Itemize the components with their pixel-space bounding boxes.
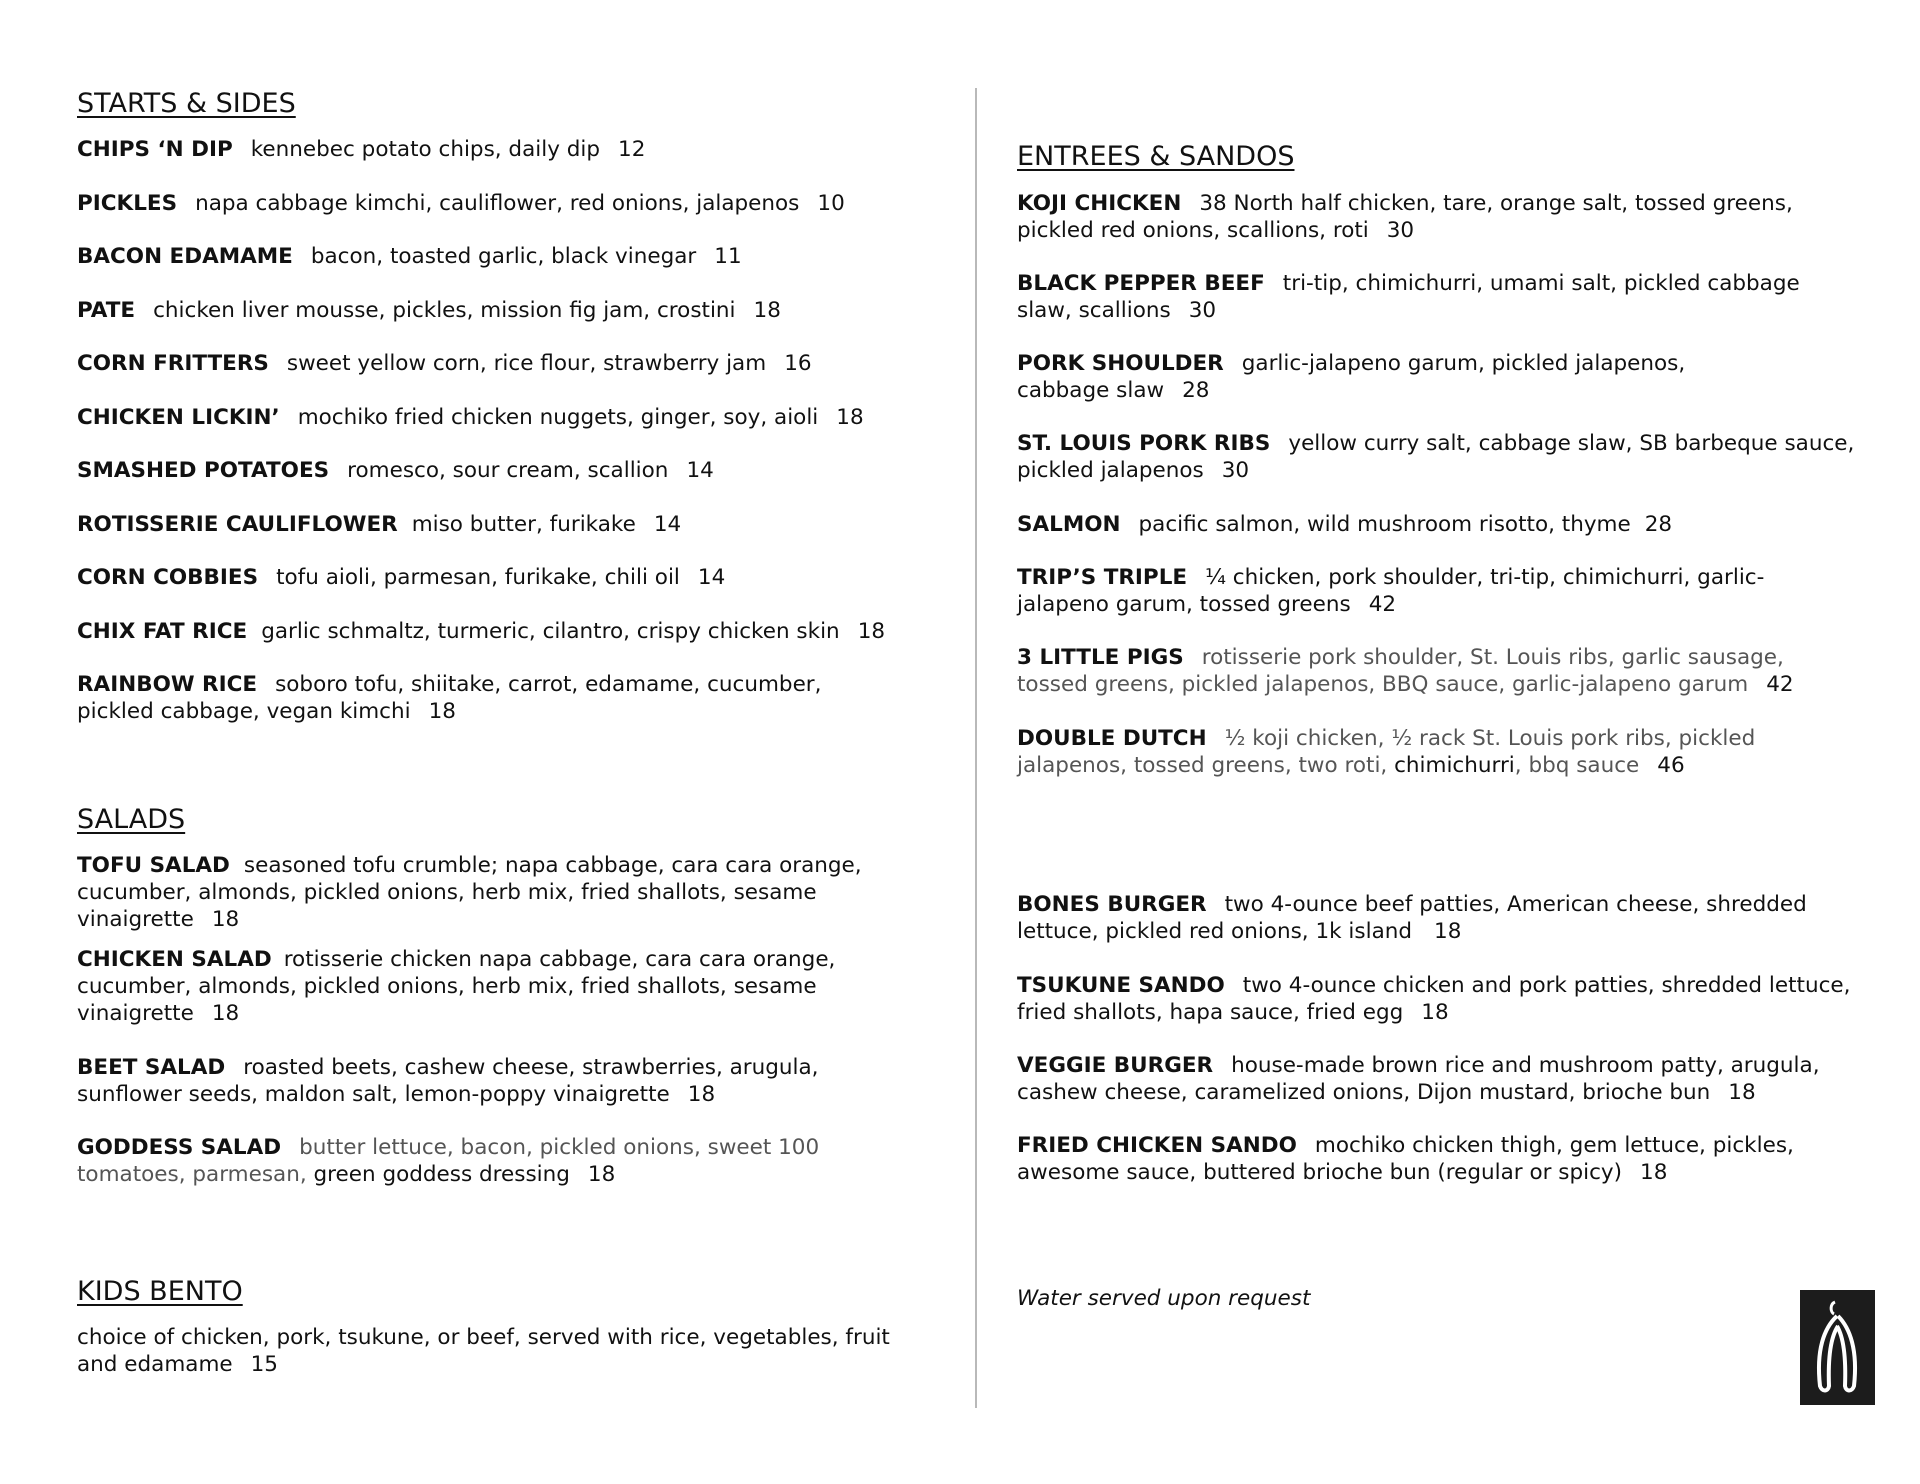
menu-item [1017,1132,1857,1186]
item-price: 14 [697,565,726,590]
menu-item [77,852,907,933]
item-desc: bacon, toasted garlic, black vinegar [310,244,697,269]
menu-item [77,1134,877,1188]
menu-item [1017,430,1857,484]
item-price: 15 [250,1352,278,1377]
item-name: ST. LOUIS PORK RIBS [1017,431,1271,456]
menu-item [77,618,885,645]
item-name: PATE [77,298,136,323]
item-name: CHIPS ‘N DIP [77,137,233,162]
item-desc: ¼ chicken, pork shoulder, tri-tip, chimichurri, garlic-jalapeno garum, tossed greens [1017,565,1765,617]
item-price: 18 [428,699,456,724]
item-desc: , bbq sauce [1514,753,1640,778]
item-price: 11 [714,244,742,269]
item-price: 18 [1728,1080,1756,1105]
menu-item [1017,644,1857,698]
water-note: Water served upon request [1017,1286,1311,1311]
item-name: TOFU SALAD [77,853,230,878]
item-desc: napa cabbage kimchi, cauliflower, red onions, jalapenos [195,191,800,216]
item-price: 28 [1182,378,1210,403]
item-desc: garlic-jalapeno garum, pickled jalapenos, cabbage slaw [1017,351,1686,403]
item-price: 18 [836,405,864,430]
menu-item [1017,564,1777,618]
menu-item [77,457,714,484]
item-name: CHIX FAT RICE [77,619,248,644]
section-title-salads: SALADS [77,804,186,835]
item-name: TSUKUNE SANDO [1017,973,1225,998]
item-price: 46 [1657,753,1685,778]
item-name: BONES BURGER [1017,892,1207,917]
menu-item [77,511,681,538]
item-desc: tofu aioli, parmesan, furikake, chili oil [276,565,680,590]
item-desc: green goddess dressing [313,1162,570,1187]
item-name: TRIP’S TRIPLE [1017,565,1188,590]
item-desc: rotisserie chicken napa cabbage, cara cara orange, cucumber, almonds, pickled onions, herb mix, fried shallots, sesame vinaigrette [77,947,836,1026]
item-desc: tri-tip, chimichurri, umami salt, pickled cabbage slaw, scallions [1017,271,1800,323]
item-desc: yellow curry salt, cabbage slaw, SB barbeque sauce, pickled jalapenos [1017,431,1855,483]
item-price: 14 [686,458,714,483]
item-name: DOUBLE DUTCH [1017,726,1207,751]
menu-item [77,243,742,270]
item-price: 18 [587,1162,616,1187]
item-price: 18 [211,1001,240,1026]
item-desc: mochiko fried chicken nuggets, ginger, soy, aioli [297,405,819,430]
menu-item [1017,972,1857,1026]
item-price: 18 [857,619,886,644]
menu-item [77,946,907,1027]
item-price: 10 [817,191,845,216]
column-divider [975,88,977,1408]
menu-item [1017,891,1857,945]
item-name: SALMON [1017,512,1121,537]
item-desc: chicken liver mousse, pickles, mission fig jam, crostini [153,298,736,323]
item-name: BACON EDAMAME [77,244,293,269]
item-price: 18 [753,298,781,323]
item-desc: house-made brown rice and mushroom patty, arugula, cashew cheese, caramelized onions, Dijon mustard, brioche bun [1017,1053,1820,1105]
item-price: 42 [1368,592,1397,617]
item-desc: miso butter, furikake [411,512,636,537]
item-name: BEET SALAD [77,1055,226,1080]
menu-item [77,350,812,377]
section-title-entrees-sandos: ENTREES & SANDOS [1017,141,1295,172]
item-desc: garlic schmaltz, turmeric, cilantro, crispy chicken skin [261,619,840,644]
item-price: 16 [784,351,812,376]
item-desc: two 4-ounce beef patties, American cheese, shredded lettuce, pickled red onions, 1k island [1017,892,1807,944]
item-desc: two 4-ounce chicken and pork patties, shredded lettuce, fried shallots, hapa sauce, fried egg [1017,973,1851,1025]
item-price: 30 [1188,298,1217,323]
item-price: 18 [211,907,240,932]
item-name: PICKLES [77,191,178,216]
item-desc: chimichurri [1394,753,1515,778]
item-desc: butter lettuce, bacon, pickled onions, sweet 100 tomatoes, parmesan, [77,1135,820,1187]
item-price: 12 [618,137,646,162]
item-desc: 38 North half chicken, tare, orange salt, tossed greens, pickled red onions, scallions, roti [1017,191,1793,243]
menu-item [1017,725,1857,779]
menu-item [77,564,725,591]
item-desc: sweet yellow corn, rice flour, strawberry jam [286,351,767,376]
item-name: PORK SHOULDER [1017,351,1224,376]
item-price: 30 [1386,218,1415,243]
item-desc: rotisserie pork shoulder, St. Louis ribs, garlic sausage, tossed greens, pickled jalapenos, BBQ sauce, garlic-jalapeno garum [1017,645,1784,697]
item-price: 30 [1221,458,1250,483]
item-desc: roasted beets, cashew cheese, strawberries, arugula, sunflower seeds, maldon salt, lemon-poppy vinaigrette [77,1055,819,1107]
wishbone-logo [1800,1290,1875,1405]
item-name: RAINBOW RICE [77,672,258,697]
wishbone-icon [1800,1290,1875,1405]
menu-item [1017,350,1737,404]
item-desc: mochiko chicken thigh, gem lettuce, pickles, awesome sauce, buttered brioche bun (regular or spicy) [1017,1133,1794,1185]
section-title-starts-sides: STARTS & SIDES [77,88,296,119]
item-desc: soboro tofu, shiitake, carrot, edamame, cucumber, pickled cabbage, vegan kimchi [77,672,822,724]
menu-item [1017,511,1672,538]
item-name: SMASHED POTATOES [77,458,330,483]
item-name: GODDESS SALAD [77,1135,282,1160]
menu-item [77,1324,907,1378]
item-desc: pacific salmon, wild mushroom risotto, thyme [1138,512,1631,537]
item-name: CHICKEN SALAD [77,947,272,972]
item-name: 3 LITTLE PIGS [1017,645,1184,670]
item-price: 18 [1434,919,1462,944]
item-name: BLACK PEPPER BEEF [1017,271,1265,296]
item-price: 18 [1640,1160,1668,1185]
item-price: 18 [687,1082,716,1107]
menu-item [77,297,781,324]
item-desc: kennebec potato chips, daily dip [250,137,601,162]
menu-item [77,1054,877,1108]
menu-item [77,671,897,725]
menu-item [77,404,864,431]
item-price: 42 [1766,672,1794,697]
item-price: 14 [653,512,682,537]
menu-item [77,190,845,217]
item-price: 18 [1421,1000,1449,1025]
menu-item [77,136,645,163]
item-name: CHICKEN LICKIN’ [77,405,280,430]
item-desc: seasoned tofu crumble; napa cabbage, cara cara orange, cucumber, almonds, pickled onions, herb mix, fried shallots, sesame vinaigrette [77,853,862,932]
item-name: VEGGIE BURGER [1017,1053,1214,1078]
item-name: FRIED CHICKEN SANDO [1017,1133,1297,1158]
item-name: ROTISSERIE CAULIFLOWER [77,512,398,537]
item-name: KOJI CHICKEN [1017,191,1182,216]
item-desc: ½ koji chicken, ½ rack St. Louis pork ribs, pickled jalapenos, tossed greens, two roti, [1017,726,1756,778]
item-price: 28 [1644,512,1673,537]
menu-item [1017,270,1857,324]
section-title-kids-bento: KIDS BENTO [77,1276,243,1307]
item-name: CORN FRITTERS [77,351,269,376]
item-name: CORN COBBIES [77,565,259,590]
menu-item [1017,1052,1867,1106]
menu-item [1017,190,1857,244]
item-desc: romesco, sour cream, scallion [347,458,669,483]
item-desc: choice of chicken, pork, tsukune, or beef, served with rice, vegetables, fruit and edamame [77,1325,890,1377]
